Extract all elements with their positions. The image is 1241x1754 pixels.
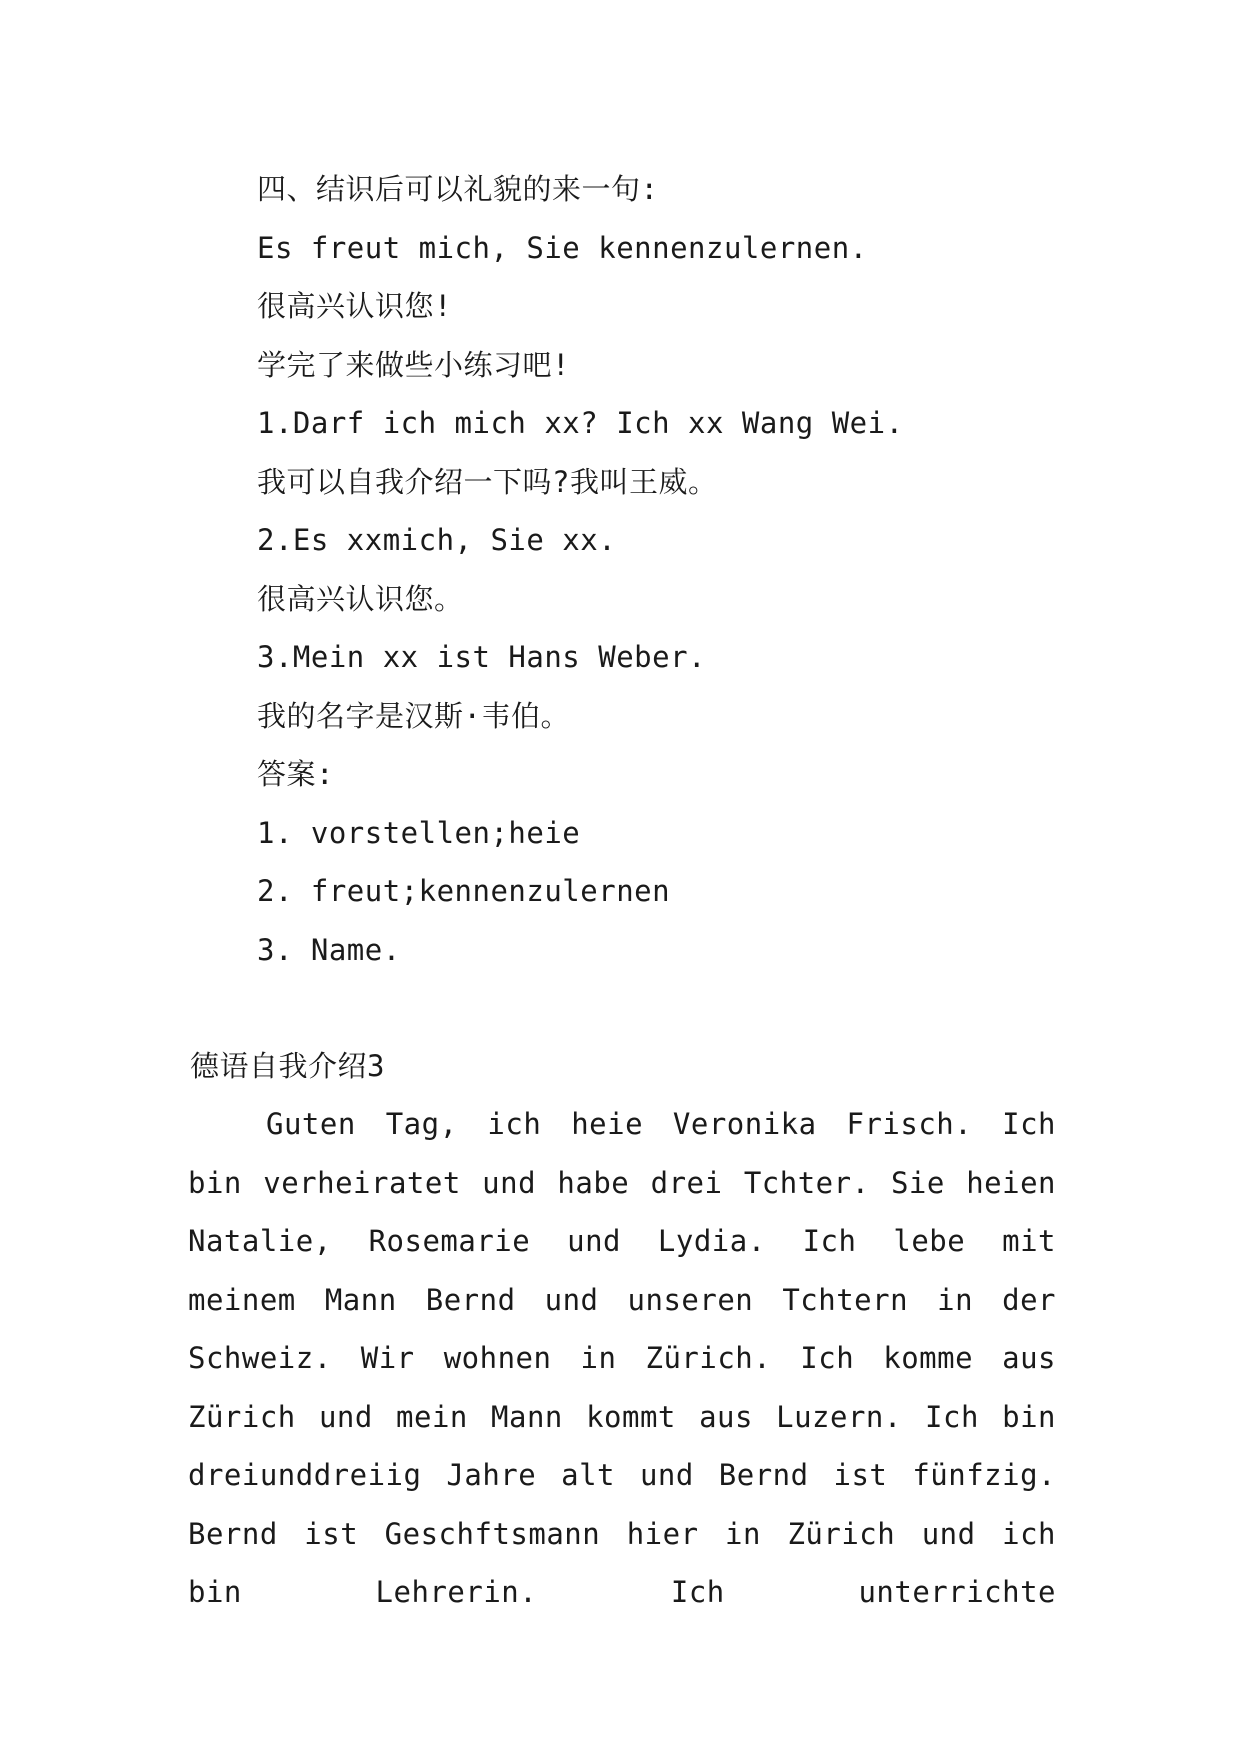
section-heading-four: 四、结识后可以礼貌的来一句:	[257, 172, 659, 206]
exercise-1: 1.Darf ich mich xx? Ich xx Wang Wei.	[257, 406, 904, 440]
answer-3: 3. Name.	[257, 932, 401, 967]
exercise-3-translation: 我的名字是汉斯·韦伯。	[257, 698, 570, 733]
answer-1: 1. vorstellen;heie	[257, 815, 581, 850]
answers-heading: 答案:	[257, 757, 334, 791]
german-phrase: Es freut mich, Sie kennenzulernen.	[257, 230, 868, 265]
exercise-2: 2.Es xxmich, Sie xx.	[257, 523, 617, 557]
exercise-2-translation: 很高兴认识您。	[257, 581, 464, 616]
exercise-3: 3.Mein xx ist Hans Weber.	[257, 640, 706, 674]
section-title: 德语自我介绍3	[190, 1049, 385, 1083]
exercise-intro: 学完了来做些小练习吧!	[257, 347, 570, 382]
exercise-block	[257, 160, 1117, 979]
answer-2: 2. freut;kennenzulernen	[257, 874, 671, 908]
body-paragraph: Guten Tag, ich heie Veronika Frisch. Ich bin verheiratet und habe drei Tchter. Sie heien Natalie, Rosemarie und Lydia. Ich lebe mit meinem Mann Bernd und unseren Tchtern in der Schweiz. Wir wohnen in Zürich. Ich komme aus Zürich und mein Mann kommt aus Luzern. Ich bin dreiunddreiig Jahre alt und Bernd ist fünfzig. Bernd ist Geschftsmann hier in Zürich und ich bin Lehrerin. Ich unterrichte	[188, 1107, 1056, 1609]
exercise-1-translation: 我可以自我介绍一下吗?我叫王威。	[257, 464, 718, 499]
chinese-translation: 很高兴认识您!	[257, 289, 452, 323]
